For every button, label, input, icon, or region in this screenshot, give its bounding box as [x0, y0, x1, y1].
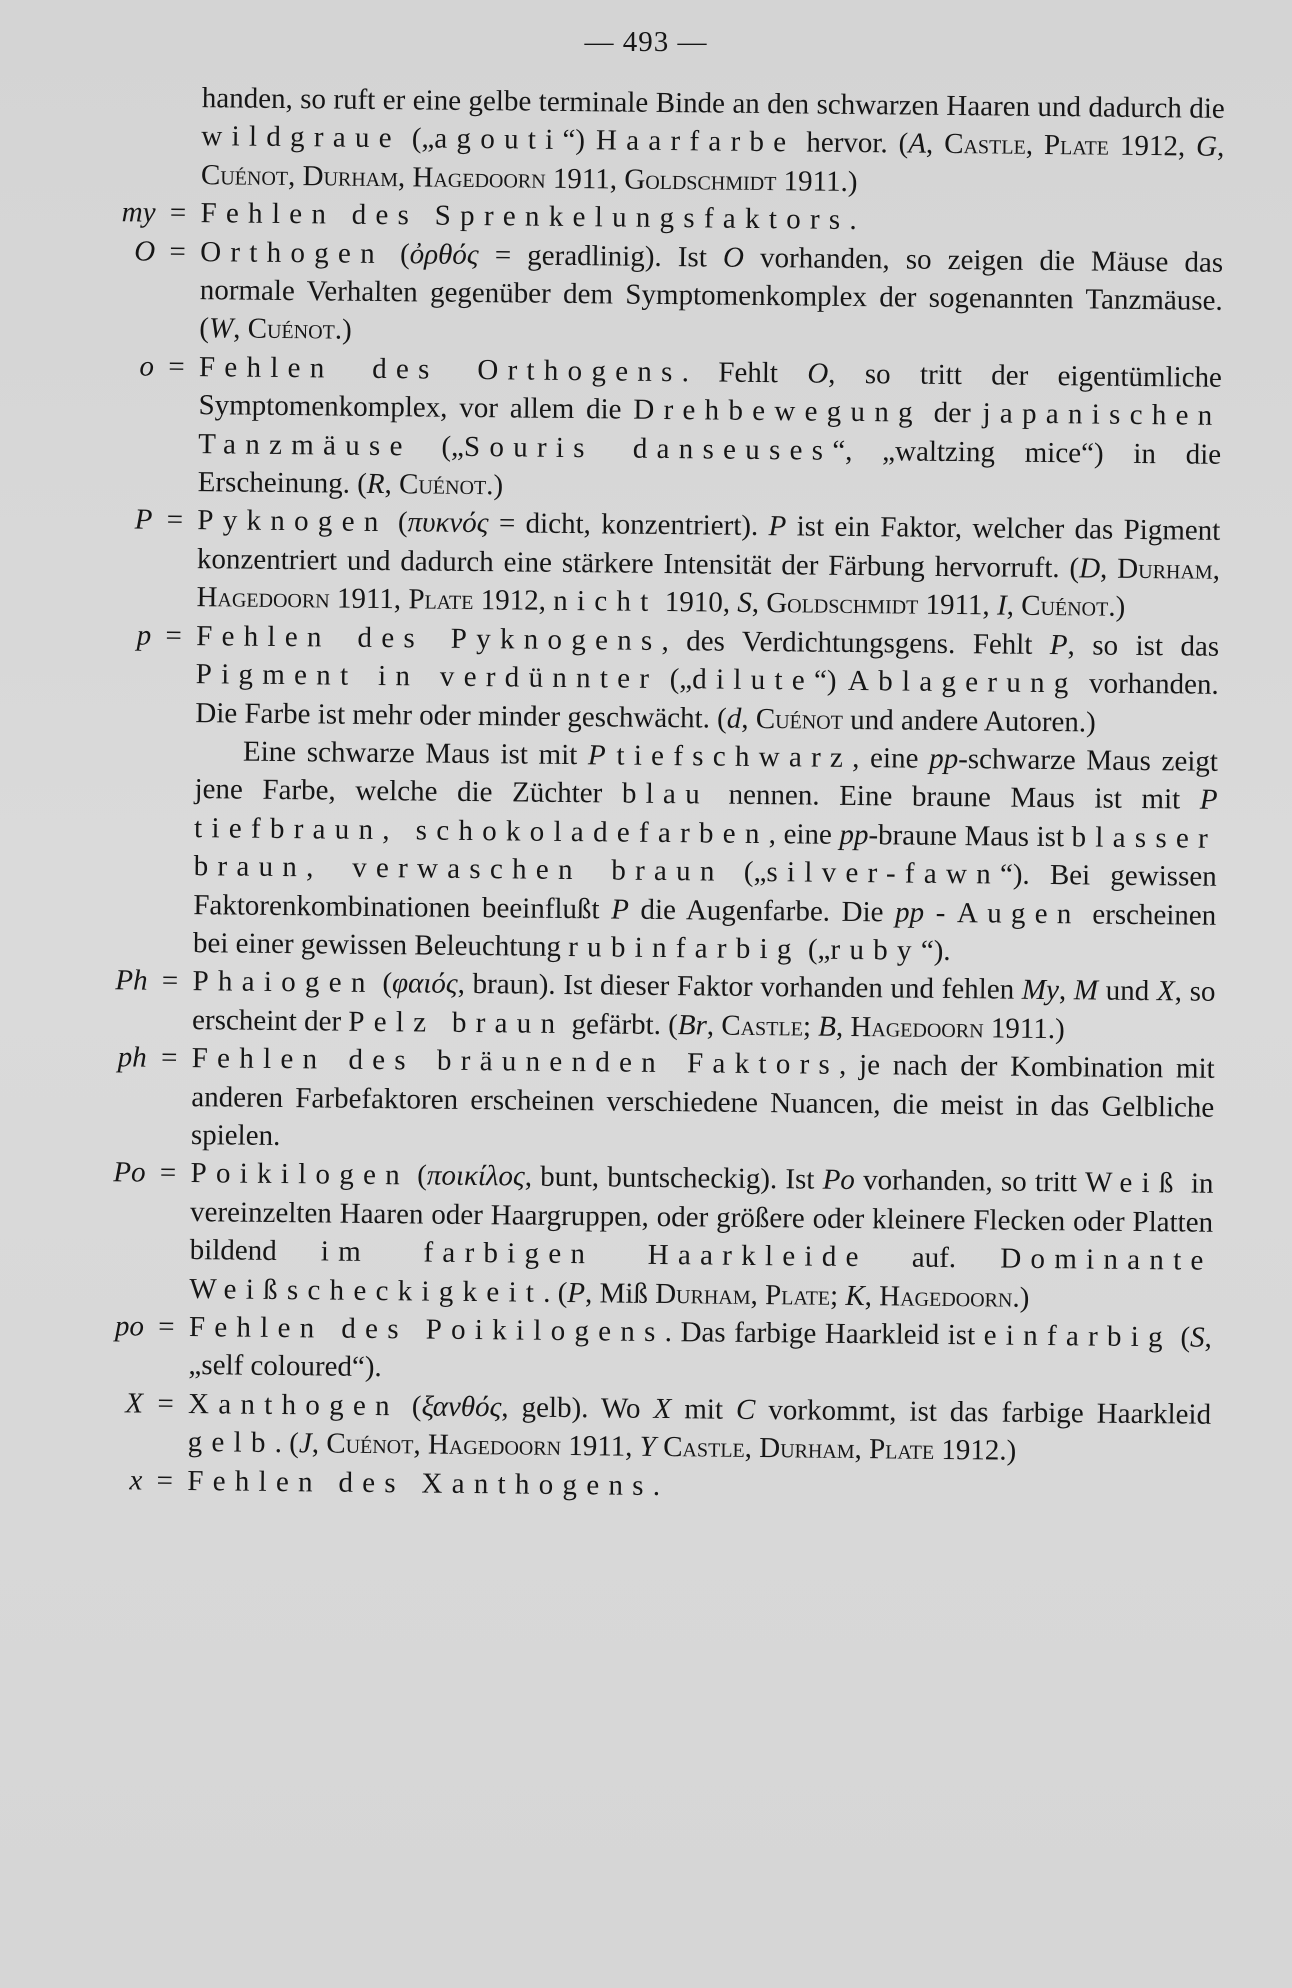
text-run: -: [923, 896, 958, 929]
text-run: ist ein Faktor, welcher das Pigment konzentriert und dadurch eine stärkere Intensität der Färbung hervorruft. (: [196, 510, 1221, 585]
text-run: 1911.): [983, 1012, 1065, 1045]
author-name: Castle: [944, 128, 1026, 162]
italic-symbol: C: [735, 1393, 756, 1426]
text-run: = dicht, konzentriert).: [488, 507, 769, 543]
gene-entry: [92, 232, 1223, 359]
italic-symbol: I: [996, 589, 1007, 622]
text-run: , Miß: [584, 1276, 656, 1310]
spaced-term: Haarfarbe: [595, 124, 796, 159]
equals-sign: =: [169, 235, 187, 268]
gene-symbol: Ph: [115, 964, 148, 997]
spaced-term: Weiß: [1084, 1166, 1183, 1200]
spaced-term: einfarbig: [983, 1319, 1173, 1354]
text-run: (: [387, 506, 408, 539]
text-run: .: [652, 1469, 661, 1502]
author-name: Plate: [1043, 129, 1110, 163]
intro-paragraph: [94, 78, 1225, 205]
author-name: Cuénot: [247, 313, 335, 346]
text-run: “): [562, 124, 597, 157]
spaced-term: Souris danseuses: [463, 430, 833, 467]
equals-sign: =: [166, 504, 184, 537]
gene-description: [195, 617, 1219, 743]
text-run: , so erscheint der: [191, 975, 1216, 1038]
italic-symbol: ποικίλος: [426, 1159, 525, 1193]
text-run: die Augenfarbe. Die: [628, 893, 896, 928]
italic-symbol: Br: [677, 1008, 708, 1042]
italic-symbol: G: [1195, 130, 1218, 164]
italic-symbol: J: [298, 1427, 312, 1460]
entries-group-1: [88, 193, 1224, 742]
spaced-term: tiefschwarz: [616, 739, 853, 774]
spaced-term: Fehlen des Xanthogens: [187, 1464, 653, 1502]
text-run: (: [1171, 1321, 1191, 1354]
text-run: , des Verdichtungsgens. Fehlt: [661, 624, 1051, 661]
pigment-paragraph: [86, 731, 1218, 973]
spaced-term: Fehlen des Sprenkelungsfaktors: [200, 197, 850, 237]
italic-symbol: A: [908, 127, 927, 161]
text-run: ,: [854, 1433, 870, 1466]
spaced-term: Fehlen des Poikilogens: [188, 1311, 665, 1349]
gene-entry: [85, 961, 1216, 1050]
text-run: und: [1097, 974, 1158, 1008]
author-name: Durham: [759, 1432, 855, 1466]
italic-symbol: R: [366, 467, 385, 501]
author-name: Durham: [655, 1277, 751, 1311]
italic-symbol: d: [726, 702, 742, 735]
text-run: handen, so ruft er eine gelbe terminale Binde an den schwarzen Haaren und dadurch die: [201, 82, 1225, 125]
italic-symbol: O: [807, 357, 829, 390]
spaced-term: gelb: [187, 1426, 275, 1460]
gene-symbol: my: [121, 196, 156, 229]
text-run: (: [374, 967, 393, 1000]
text-run: 1911,: [560, 1430, 640, 1463]
text-run: ,: [233, 312, 248, 346]
text-run: vorkommt, ist das farbige Haarkleid: [755, 1393, 1212, 1431]
gene-symbol: P: [134, 503, 153, 537]
equals-sign: =: [161, 965, 179, 998]
italic-symbol: P: [768, 510, 787, 543]
spaced-term: Pyknogen: [197, 504, 388, 539]
text-run: , gelb). Wo: [501, 1391, 654, 1425]
gene-symbol: ph: [117, 1041, 147, 1074]
gene-symbol: o: [139, 350, 155, 383]
author-name: Hagedoorn: [879, 1279, 1013, 1314]
text-run: ,: [1099, 552, 1118, 585]
text-run: (: [383, 237, 410, 270]
equals-sign: =: [156, 1464, 174, 1497]
text-body: [80, 78, 1225, 1511]
author-name: Cuénot: [326, 1427, 414, 1461]
italic-symbol: pp: [929, 742, 959, 775]
gene-symbol: po: [114, 1310, 145, 1343]
gene-symbol: Po: [113, 1156, 146, 1189]
text-run: erscheinen bei einer gewissen Beleuchtung: [192, 897, 1217, 963]
text-run: , eine: [768, 817, 840, 851]
spaced-term: tiefbraun, schokoladefarben: [193, 811, 769, 850]
text-run: ,: [925, 128, 945, 161]
entries-group-2: [80, 961, 1216, 1510]
spaced-term: im farbigen Haarkleide: [320, 1235, 868, 1274]
italic-symbol: D: [1079, 552, 1101, 585]
italic-symbol: S: [737, 587, 752, 620]
spaced-term: agouti: [434, 122, 563, 157]
equals-sign: =: [157, 1387, 174, 1420]
text-run: “): [813, 664, 849, 698]
text-run: 1912,: [473, 584, 554, 618]
spaced-term: Fehlen des Orthogens: [198, 350, 682, 389]
text-run: hervor. (: [795, 126, 909, 160]
text-run: 1911,: [918, 588, 998, 622]
spaced-term: Xanthogen: [187, 1387, 400, 1423]
author-name: Cuénot: [755, 702, 844, 736]
text-run: ,: [1216, 131, 1225, 164]
spaced-term: Pigment in verdünnter: [195, 658, 659, 696]
text-run: in vereinzelten Haaren oder Haargruppen, oder größere oder kleinere Flecken oder Platten bildend: [189, 1167, 1214, 1268]
italic-symbol: P: [1049, 628, 1068, 661]
gene-entry: [88, 616, 1219, 743]
italic-symbol: P: [1199, 783, 1218, 817]
italic-symbol: X: [1156, 975, 1175, 1008]
author-name: Castle: [662, 1431, 745, 1465]
italic-symbol: Y: [639, 1430, 657, 1464]
text-run: ,: [1058, 974, 1075, 1007]
italic-symbol: ξανθός: [421, 1390, 502, 1424]
italic-symbol: P: [567, 1276, 586, 1309]
author-name: Plate: [408, 583, 474, 617]
text-run: ,: [864, 1279, 880, 1312]
text-run: auf.: [867, 1241, 1001, 1275]
spaced-term: Fehlen des Pyknogens: [195, 619, 662, 657]
gene-entry: [81, 1384, 1212, 1473]
text-run: (: [408, 1159, 428, 1192]
text-run: . (: [543, 1276, 568, 1309]
gene-description: [196, 502, 1220, 628]
gene-entry: [81, 1307, 1212, 1396]
gene-description: [188, 1308, 1212, 1396]
italic-symbol: πυκνός: [407, 506, 489, 540]
text-run: -schwarze Maus zeigt jene Farbe, welche die Züchter: [194, 742, 1219, 810]
text-run: ,: [706, 1009, 722, 1042]
gene-description: [191, 1039, 1215, 1165]
italic-symbol: M: [1073, 974, 1099, 1007]
author-name: Cuénot: [1021, 590, 1109, 623]
italic-symbol: P: [587, 739, 606, 772]
spaced-term: Poikilogen: [190, 1157, 410, 1192]
spaced-term: wildgraue: [201, 120, 402, 155]
italic-symbol: O: [722, 241, 745, 274]
equals-sign: =: [165, 619, 183, 652]
gene-description: [198, 348, 1223, 512]
equals-sign: =: [168, 350, 185, 383]
gene-symbol: p: [136, 619, 152, 652]
text-run: “, „waltzing mice“) in die Erscheinung. (: [197, 434, 1222, 500]
italic-symbol: ὀρθός: [409, 237, 479, 271]
equals-sign: =: [169, 197, 187, 230]
text-run: ,: [835, 1010, 851, 1043]
spaced-term: Augen: [956, 896, 1081, 930]
text-run: ;: [829, 1279, 846, 1312]
text-run: („: [800, 933, 831, 966]
author-name: Hagedoorn: [850, 1010, 984, 1045]
author-name: Plate: [764, 1278, 831, 1312]
text-run: .): [1108, 590, 1126, 624]
gene-symbol: X: [125, 1387, 144, 1420]
spaced-term: Phaiogen: [192, 965, 375, 1000]
text-run: .): [1012, 1281, 1030, 1314]
text-run: -braune Maus ist: [868, 818, 1072, 853]
text-run: .: [849, 204, 857, 237]
italic-symbol: φαιός: [391, 967, 458, 1001]
spaced-term: Drehbewegung: [633, 393, 923, 429]
gene-entry: [91, 347, 1223, 512]
text-run: .): [486, 469, 504, 502]
equals-sign: =: [158, 1310, 175, 1343]
text-run: 1912.): [933, 1434, 1017, 1467]
text-run: vorhanden. Die Farbe ist mehr oder minder geschwächt. (: [195, 667, 1219, 735]
italic-symbol: K: [845, 1279, 865, 1312]
text-run: ;: [802, 1010, 819, 1043]
gene-symbol: x: [129, 1464, 143, 1497]
text-run: vorhanden, so tritt: [854, 1164, 1086, 1199]
spaced-term: blau: [621, 777, 710, 811]
author-name: Castle: [721, 1009, 804, 1043]
text-run: ,: [311, 1427, 327, 1460]
text-run: (: [398, 1390, 422, 1423]
text-run: , „self coloured“).: [188, 1321, 1213, 1384]
spaced-term: Pelz braun: [348, 1005, 565, 1040]
author-name: Hagedoorn: [427, 1428, 562, 1463]
spaced-term: Fehlen des bräunenden Faktors: [191, 1042, 840, 1082]
gene-description: [199, 233, 1223, 359]
gene-entry: [84, 1038, 1215, 1165]
italic-symbol: B: [818, 1010, 837, 1043]
text-run: , so tritt der eigentümliche Symptomenkomplex, vor allem die: [198, 357, 1223, 426]
italic-symbol: S: [1189, 1321, 1205, 1354]
author-name: Cuénot: [200, 158, 289, 192]
text-run: ,: [751, 587, 767, 620]
text-run: , braun). Ist dieser Faktor vorhanden und fehlen: [457, 968, 1023, 1007]
text-run: , eine: [852, 741, 930, 775]
page-number: — 493 —: [584, 26, 708, 58]
text-run: ,: [741, 702, 756, 735]
italic-symbol: Po: [822, 1164, 856, 1197]
text-run: der: [921, 396, 983, 430]
text-run: („: [658, 663, 693, 696]
text-run: ,: [287, 159, 303, 192]
text-run: , so ist das: [1067, 628, 1220, 663]
text-run: “).: [920, 934, 951, 967]
text-run: 1911,: [545, 162, 625, 196]
author-name: Hagedoorn: [412, 161, 546, 195]
text-run: ,: [1025, 129, 1045, 162]
gene-description: [192, 962, 1216, 1050]
text-run: , bunt, buntscheckig). Ist: [524, 1160, 823, 1197]
text-run: („: [411, 429, 465, 463]
spaced-term: ruby: [830, 933, 921, 967]
spaced-term: dilute: [692, 663, 815, 697]
spaced-term: blasser braun, verwaschen braun: [193, 820, 1218, 888]
text-run: . (: [274, 1427, 300, 1460]
spaced-term: japanischen Tanzmäuse: [198, 397, 1222, 462]
text-run: , je nach der Kombination mit anderen Farbefaktoren erscheinen verschiedene Nuancen, die meist in das Gelbliche spielen.: [190, 1049, 1215, 1152]
text-run: 1912,: [1108, 130, 1197, 163]
text-run: . Das farbige Haarkleid ist: [664, 1316, 984, 1352]
text-run: . Fehlt: [681, 356, 808, 390]
text-run: („: [400, 122, 435, 155]
text-run: ,: [744, 1432, 760, 1465]
gene-entry: [82, 1153, 1214, 1318]
text-run: ,: [413, 1428, 429, 1461]
author-name: Goldschmidt: [624, 163, 777, 197]
author-name: Goldschmidt: [766, 587, 919, 621]
text-run: = geradlinig). Ist: [478, 238, 724, 274]
text-run: und andere Autoren.): [842, 703, 1096, 739]
text-run: ,: [1006, 589, 1022, 623]
text-run: („: [723, 855, 767, 889]
italic-symbol: W: [208, 312, 234, 345]
text-run: mit: [671, 1392, 737, 1426]
author-name: Cuénot: [398, 468, 487, 502]
text-run: Eine schwarze Maus ist mit: [242, 735, 589, 772]
text-run: .): [334, 313, 352, 347]
text-run: [606, 739, 617, 771]
gene-symbol: O: [134, 235, 156, 268]
author-name: Durham: [302, 159, 399, 193]
italic-symbol: My: [1021, 974, 1060, 1007]
equals-sign: =: [159, 1157, 177, 1190]
text-run: 1911.): [776, 164, 858, 198]
text-run: ,: [397, 160, 413, 194]
spaced-term: Dominante Weißscheckigkeit: [189, 1242, 1213, 1309]
spaced-term: nicht: [553, 585, 658, 619]
italic-symbol: X: [653, 1392, 672, 1425]
spaced-term: Orthogen: [200, 235, 385, 270]
italic-symbol: P: [611, 892, 630, 926]
text-run: 1910,: [657, 586, 738, 620]
equals-sign: =: [160, 1041, 178, 1075]
text-run: 1911,: [329, 582, 409, 616]
spaced-term: silver-fawn: [766, 856, 1001, 891]
text-run: gefärbt. (: [564, 1007, 679, 1041]
italic-symbol: pp: [894, 895, 925, 929]
author-name: Hagedoorn: [196, 581, 330, 615]
author-name: Durham: [1117, 552, 1213, 586]
text-run: ,: [1212, 553, 1221, 586]
spaced-term: rubinfarbig: [568, 930, 801, 966]
text-run: ,: [384, 468, 400, 501]
author-name: Plate: [868, 1433, 935, 1467]
gene-entry: [89, 500, 1220, 627]
text-run: vorhanden, so zeigen die Mäuse das normale Verhalten gegenüber dem Symptomenkomplex der sogenannten Tanzmäuse. (: [199, 241, 1224, 345]
italic-symbol: pp: [839, 818, 869, 851]
gene-description: [189, 1154, 1214, 1318]
gene-description: [188, 1385, 1212, 1473]
text-run: ,: [750, 1278, 766, 1311]
text-run: nennen. Eine braune Maus ist mit: [708, 778, 1200, 816]
spaced-term: Ablagerung: [847, 665, 1078, 700]
text-run: “). Bei gewissen Faktorenkombinationen beeinflußt: [193, 858, 1217, 925]
